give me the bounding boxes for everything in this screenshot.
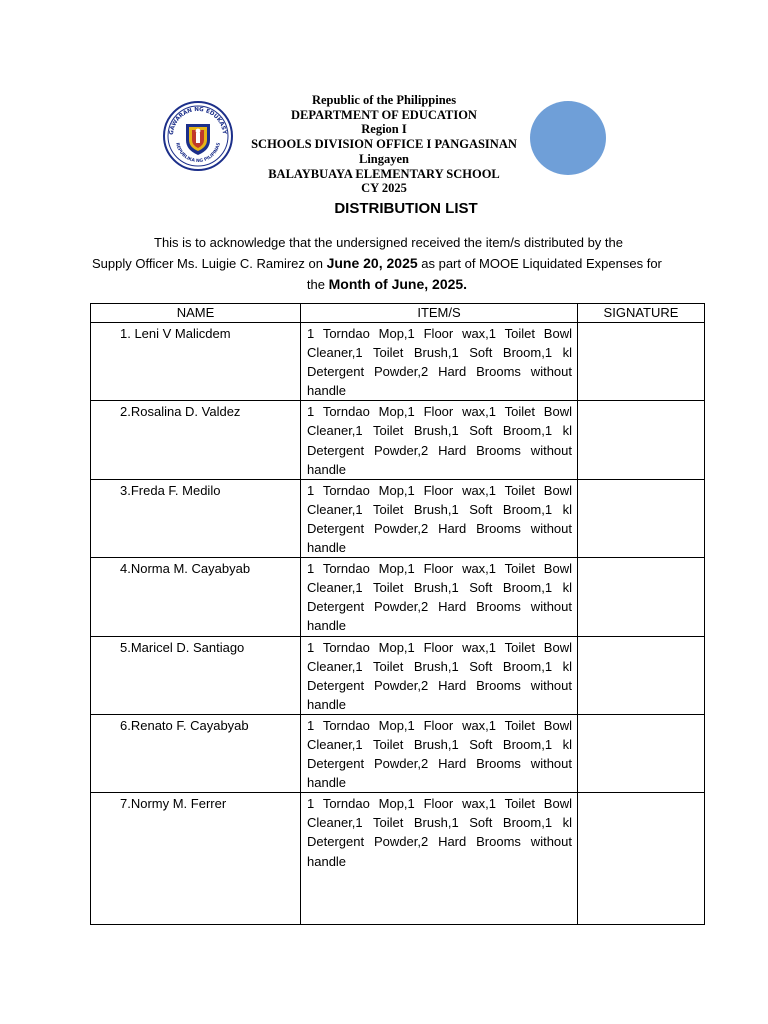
distribution-month: Month of June, 2025. bbox=[328, 276, 468, 292]
intro-paragraph bbox=[92, 232, 682, 295]
items-received: 1 Torndao Mop,1 Floor wax,1 Toilet Bowl Cleaner,1 Toilet Brush,1 Soft Broom,1 kl Detergent Powder,2 Hard Brooms without handle bbox=[301, 323, 578, 401]
table-row bbox=[91, 714, 705, 792]
table-header-row bbox=[91, 304, 705, 323]
intro-line-2-suffix: as part of MOOE Liquidated Expenses for bbox=[417, 256, 662, 271]
recipient-name: 1. Leni V Malicdem bbox=[91, 323, 301, 401]
placeholder-circle bbox=[530, 101, 606, 175]
recipient-name: 3.Freda F. Medilo bbox=[91, 479, 301, 557]
table-row bbox=[91, 479, 705, 557]
items-received: 1 Torndao Mop,1 Floor wax,1 Toilet Bowl Cleaner,1 Toilet Brush,1 Soft Broom,1 kl Detergent Powder,2 Hard Brooms without handle bbox=[301, 479, 578, 557]
letterhead-region: Region I bbox=[361, 122, 407, 137]
items-received: 1 Torndao Mop,1 Floor wax,1 Toilet Bowl Cleaner,1 Toilet Brush,1 Soft Broom,1 kl Detergent Powder,2 Hard Brooms without handle bbox=[301, 558, 578, 636]
items-received: 1 Torndao Mop,1 Floor wax,1 Toilet Bowl Cleaner,1 Toilet Brush,1 Soft Broom,1 kl Detergent Powder,2 Hard Brooms without handle bbox=[301, 401, 578, 479]
recipient-name: 2.Rosalina D. Valdez bbox=[91, 401, 301, 479]
letterhead-division: SCHOOLS DIVISION OFFICE I PANGASINAN bbox=[251, 137, 517, 152]
signature-cell bbox=[578, 714, 705, 792]
intro-line-1: This is to acknowledge that the undersigned received the item/s distributed by the bbox=[154, 235, 623, 250]
seal-icon bbox=[162, 100, 234, 172]
letterhead-municipality: Lingayen bbox=[358, 151, 409, 166]
intro-line-2-text: Supply Officer Ms. Luigie C. Ramirez on bbox=[92, 256, 327, 271]
table-row bbox=[91, 558, 705, 636]
recipient-name: 7.Normy M. Ferrer bbox=[91, 793, 301, 925]
header-items: ITEM/S bbox=[301, 304, 578, 323]
letterhead-department: DEPARTMENT OF EDUCATION bbox=[291, 107, 477, 122]
signature-cell bbox=[578, 323, 705, 401]
svg-text:REPUBLIKA NG PILIPINAS: REPUBLIKA NG PILIPINAS bbox=[174, 142, 222, 165]
signature-cell bbox=[578, 479, 705, 557]
deped-seal-logo bbox=[162, 100, 234, 172]
intro-line-2 bbox=[92, 253, 682, 274]
signature-cell bbox=[578, 793, 705, 925]
items-received: 1 Torndao Mop,1 Floor wax,1 Toilet Bowl Cleaner,1 Toilet Brush,1 Soft Broom,1 kl Detergent Powder,2 Hard Brooms without handle bbox=[301, 793, 578, 925]
svg-text:KAGAWARAN NG EDUKASYON: GAWARAN NG EDUKASY bbox=[168, 106, 227, 136]
letterhead-republic: Republic of the Philippines bbox=[311, 93, 457, 107]
distribution-date: June 20, 2025 bbox=[326, 255, 418, 271]
header-name: NAME bbox=[91, 304, 301, 323]
recipient-name: 5.Maricel D. Santiago bbox=[91, 636, 301, 714]
items-received: 1 Torndao Mop,1 Floor wax,1 Toilet Bowl Cleaner,1 Toilet Brush,1 Soft Broom,1 kl Detergent Powder,2 Hard Brooms without handle bbox=[301, 714, 578, 792]
intro-line-3 bbox=[92, 274, 682, 295]
items-received: 1 Torndao Mop,1 Floor wax,1 Toilet Bowl Cleaner,1 Toilet Brush,1 Soft Broom,1 kl Detergent Powder,2 Hard Brooms without handle bbox=[301, 636, 578, 714]
letterhead bbox=[234, 93, 534, 196]
table-row bbox=[91, 401, 705, 479]
recipient-name: 6.Renato F. Cayabyab bbox=[91, 714, 301, 792]
document-title: DISTRIBUTION LIST bbox=[334, 200, 478, 217]
header-signature: SIGNATURE bbox=[578, 304, 705, 323]
intro-line-3-text: the bbox=[306, 277, 329, 292]
table-row bbox=[91, 793, 705, 925]
letterhead-school: BALAYBUAYA ELEMENTARY SCHOOL bbox=[268, 166, 500, 181]
table-row bbox=[91, 636, 705, 714]
distribution-table bbox=[90, 303, 705, 925]
signature-cell bbox=[578, 401, 705, 479]
recipient-name: 4.Norma M. Cayabyab bbox=[91, 558, 301, 636]
letterhead-year: CY 2025 bbox=[361, 181, 407, 196]
signature-cell bbox=[578, 558, 705, 636]
signature-cell bbox=[578, 636, 705, 714]
table-row bbox=[91, 323, 705, 401]
